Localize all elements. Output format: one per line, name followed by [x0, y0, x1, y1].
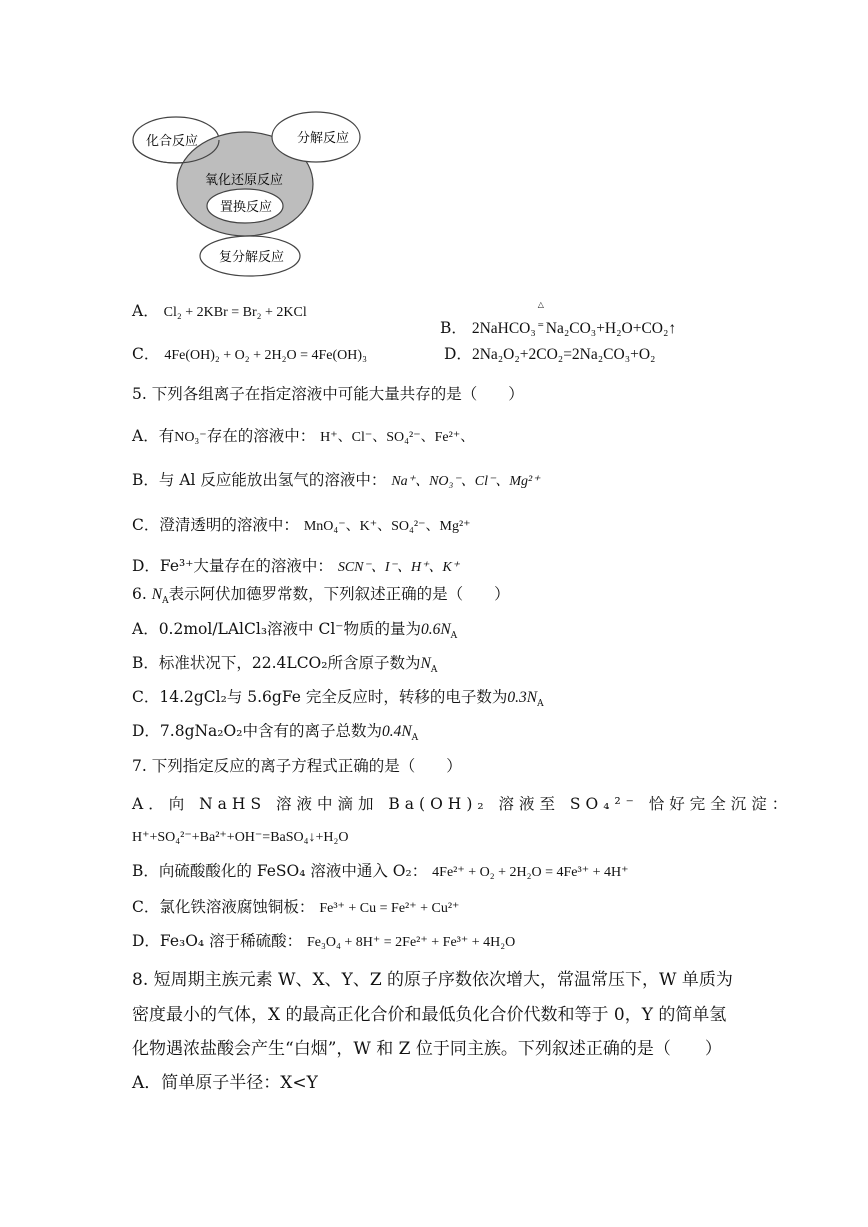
q7-option-c [132, 897, 459, 919]
q6-b-text: B．标准状况下，22.4LCO₂所含原子数为 [132, 654, 421, 672]
reaction-type-diagram [0, 0, 868, 290]
q4-b-heat: △ [537, 300, 544, 309]
q4-c-eq: 4Fe(OH)₂ + O₂ + 2H₂O = 4Fe(OH)₃ [164, 348, 367, 363]
q5-b-text: B．与 Al 反应能放出氢气的溶液中： [132, 471, 387, 489]
q6-d-text: D．7.8gNa₂O₂中含有的离子总数为 [132, 722, 382, 740]
q6-stem [132, 584, 510, 611]
q5-a-ions: H⁺、Cl⁻、SO₄²⁻、Fe²⁺、 [320, 430, 475, 445]
q4-b-left: 2NaHCO₃ [471, 320, 536, 337]
q5-stem: 5. 下列各组离子在指定溶液中可能大量共存的是（ ） [132, 385, 524, 403]
q5-option-a [132, 426, 474, 448]
q7-option-a: A．向 NaHS 溶液中滴加 Ba(OH)₂ 溶液至 SO₄²⁻ 恰好完全沉淀： [132, 795, 793, 813]
q4-d-label: D． [444, 345, 472, 363]
label-redox: 氧化还原反应 [205, 173, 284, 188]
q4-d-eq: 2Na₂O₂+2CO₂=2Na₂CO₃+O₂ [471, 346, 656, 363]
q5-a-prefix: A．有 [132, 427, 175, 445]
q6-b-val: N [420, 655, 431, 672]
label-decomposition: 分解反应 [297, 131, 350, 146]
q6-option-d [132, 721, 418, 748]
q7-option-d [132, 931, 515, 953]
q8-stem-line1: 8. 短周期主族元素 W、X、Y、Z 的原子序数依次增大，常温常压下，W 单质为 [132, 970, 733, 990]
q7-b-eq: 4Fe²⁺ + O₂ + 2H₂O = 4Fe³⁺ + 4H⁺ [432, 865, 629, 880]
q5-option-d [132, 556, 459, 578]
q6-c-val: 0.3N [507, 689, 538, 706]
q6-a-val: 0.6N [420, 621, 451, 638]
q4-option-d [444, 344, 655, 365]
label-displacement: 置换反应 [220, 200, 273, 215]
q4-a-eq: Cl₂ + 2KBr = Br₂ + 2KCl [163, 305, 307, 320]
q4-a-label: A． [132, 302, 159, 320]
q4-option-b [440, 301, 676, 341]
q6-na: N [151, 586, 163, 603]
q5-c-ions: MnO₄⁻、K⁺、SO₄²⁻、Mg²⁺ [303, 519, 471, 534]
q6-option-c [132, 687, 544, 714]
q6-option-a [132, 619, 457, 646]
q4-c-label: C． [132, 345, 160, 363]
q7-stem: 7. 下列指定反应的离子方程式正确的是（ ） [132, 757, 462, 775]
q7-option-a-eq [132, 826, 349, 848]
label-combination: 化合反应 [146, 134, 199, 149]
q4-option-c [132, 344, 367, 366]
q5-c-text: C．澄清透明的溶液中： [132, 516, 299, 534]
q6-a-sub: A [450, 631, 458, 642]
q8-stem-line2: 密度最小的气体，X 的最高正化合价和最低负化合价代数和等于 0，Y 的简单氢 [132, 1005, 727, 1025]
q6-c-text: C．14.2gCl₂与 5.6gFe 完全反应时，转移的电子数为 [132, 688, 508, 706]
q7-a-eq: H⁺+SO₄²⁻+Ba²⁺+OH⁻=BaSO₄↓+H₂O [132, 830, 349, 845]
q6-c-sub: A [537, 699, 544, 710]
q5-a-mid: 存在的溶液中： [206, 427, 316, 445]
q6-na-sub: A [162, 596, 169, 607]
q7-c-text: C．氯化铁溶液腐蚀铜板： [132, 898, 315, 916]
q8-stem-line3: 化物遇浓盐酸会产生“白烟”，W 和 Z 位于同主族。下列叙述正确的是（ ） [132, 1039, 722, 1059]
q6-a-text: A．0.2mol/LAlCl₃溶液中 Cl⁻物质的量为 [132, 620, 421, 638]
q6-num: 6. [132, 585, 147, 603]
q4-option-a [132, 301, 307, 323]
q5-option-b [132, 470, 540, 492]
q7-c-eq: Fe³⁺ + Cu = Fe²⁺ + Cu²⁺ [319, 901, 460, 916]
q7-option-b [132, 861, 629, 883]
q5-b-ions: Na⁺、NO₃⁻、Cl⁻、Mg²⁺ [391, 474, 540, 489]
q7-d-text: D．Fe₃O₄ 溶于稀硫酸： [132, 932, 303, 950]
q4-b-right: Na₂CO₃+H₂O+CO₂↑ [545, 320, 677, 337]
q4-b-condition: △ = [537, 300, 545, 329]
q6-b-sub: A [430, 665, 438, 676]
q6-d-val: 0.4N [381, 723, 412, 740]
q4-b-label: B． [440, 319, 467, 337]
q7-b-text: B．向硫酸酸化的 FeSO₄ 溶液中通入 O₂： [132, 862, 428, 880]
label-double-decomposition: 复分解反应 [219, 250, 285, 265]
q6-d-sub: A [411, 733, 419, 744]
q5-d-text: D．Fe³⁺大量存在的溶液中： [132, 557, 333, 575]
q6-stem-rest: 表示阿伏加德罗常数，下列叙述正确的是（ ） [168, 585, 510, 603]
q5-d-ions: SCN⁻、I⁻、H⁺、K⁺ [337, 560, 460, 575]
q7-d-eq: Fe₃O₄ + 8H⁺ = 2Fe²⁺ + Fe³⁺ + 4H₂O [307, 935, 516, 950]
q8-option-a: A．简单原子半径：X<Y [132, 1073, 318, 1093]
q5-option-c [132, 515, 471, 537]
q6-option-b [132, 653, 437, 680]
q5-a-ion: NO₃⁻ [174, 430, 207, 445]
